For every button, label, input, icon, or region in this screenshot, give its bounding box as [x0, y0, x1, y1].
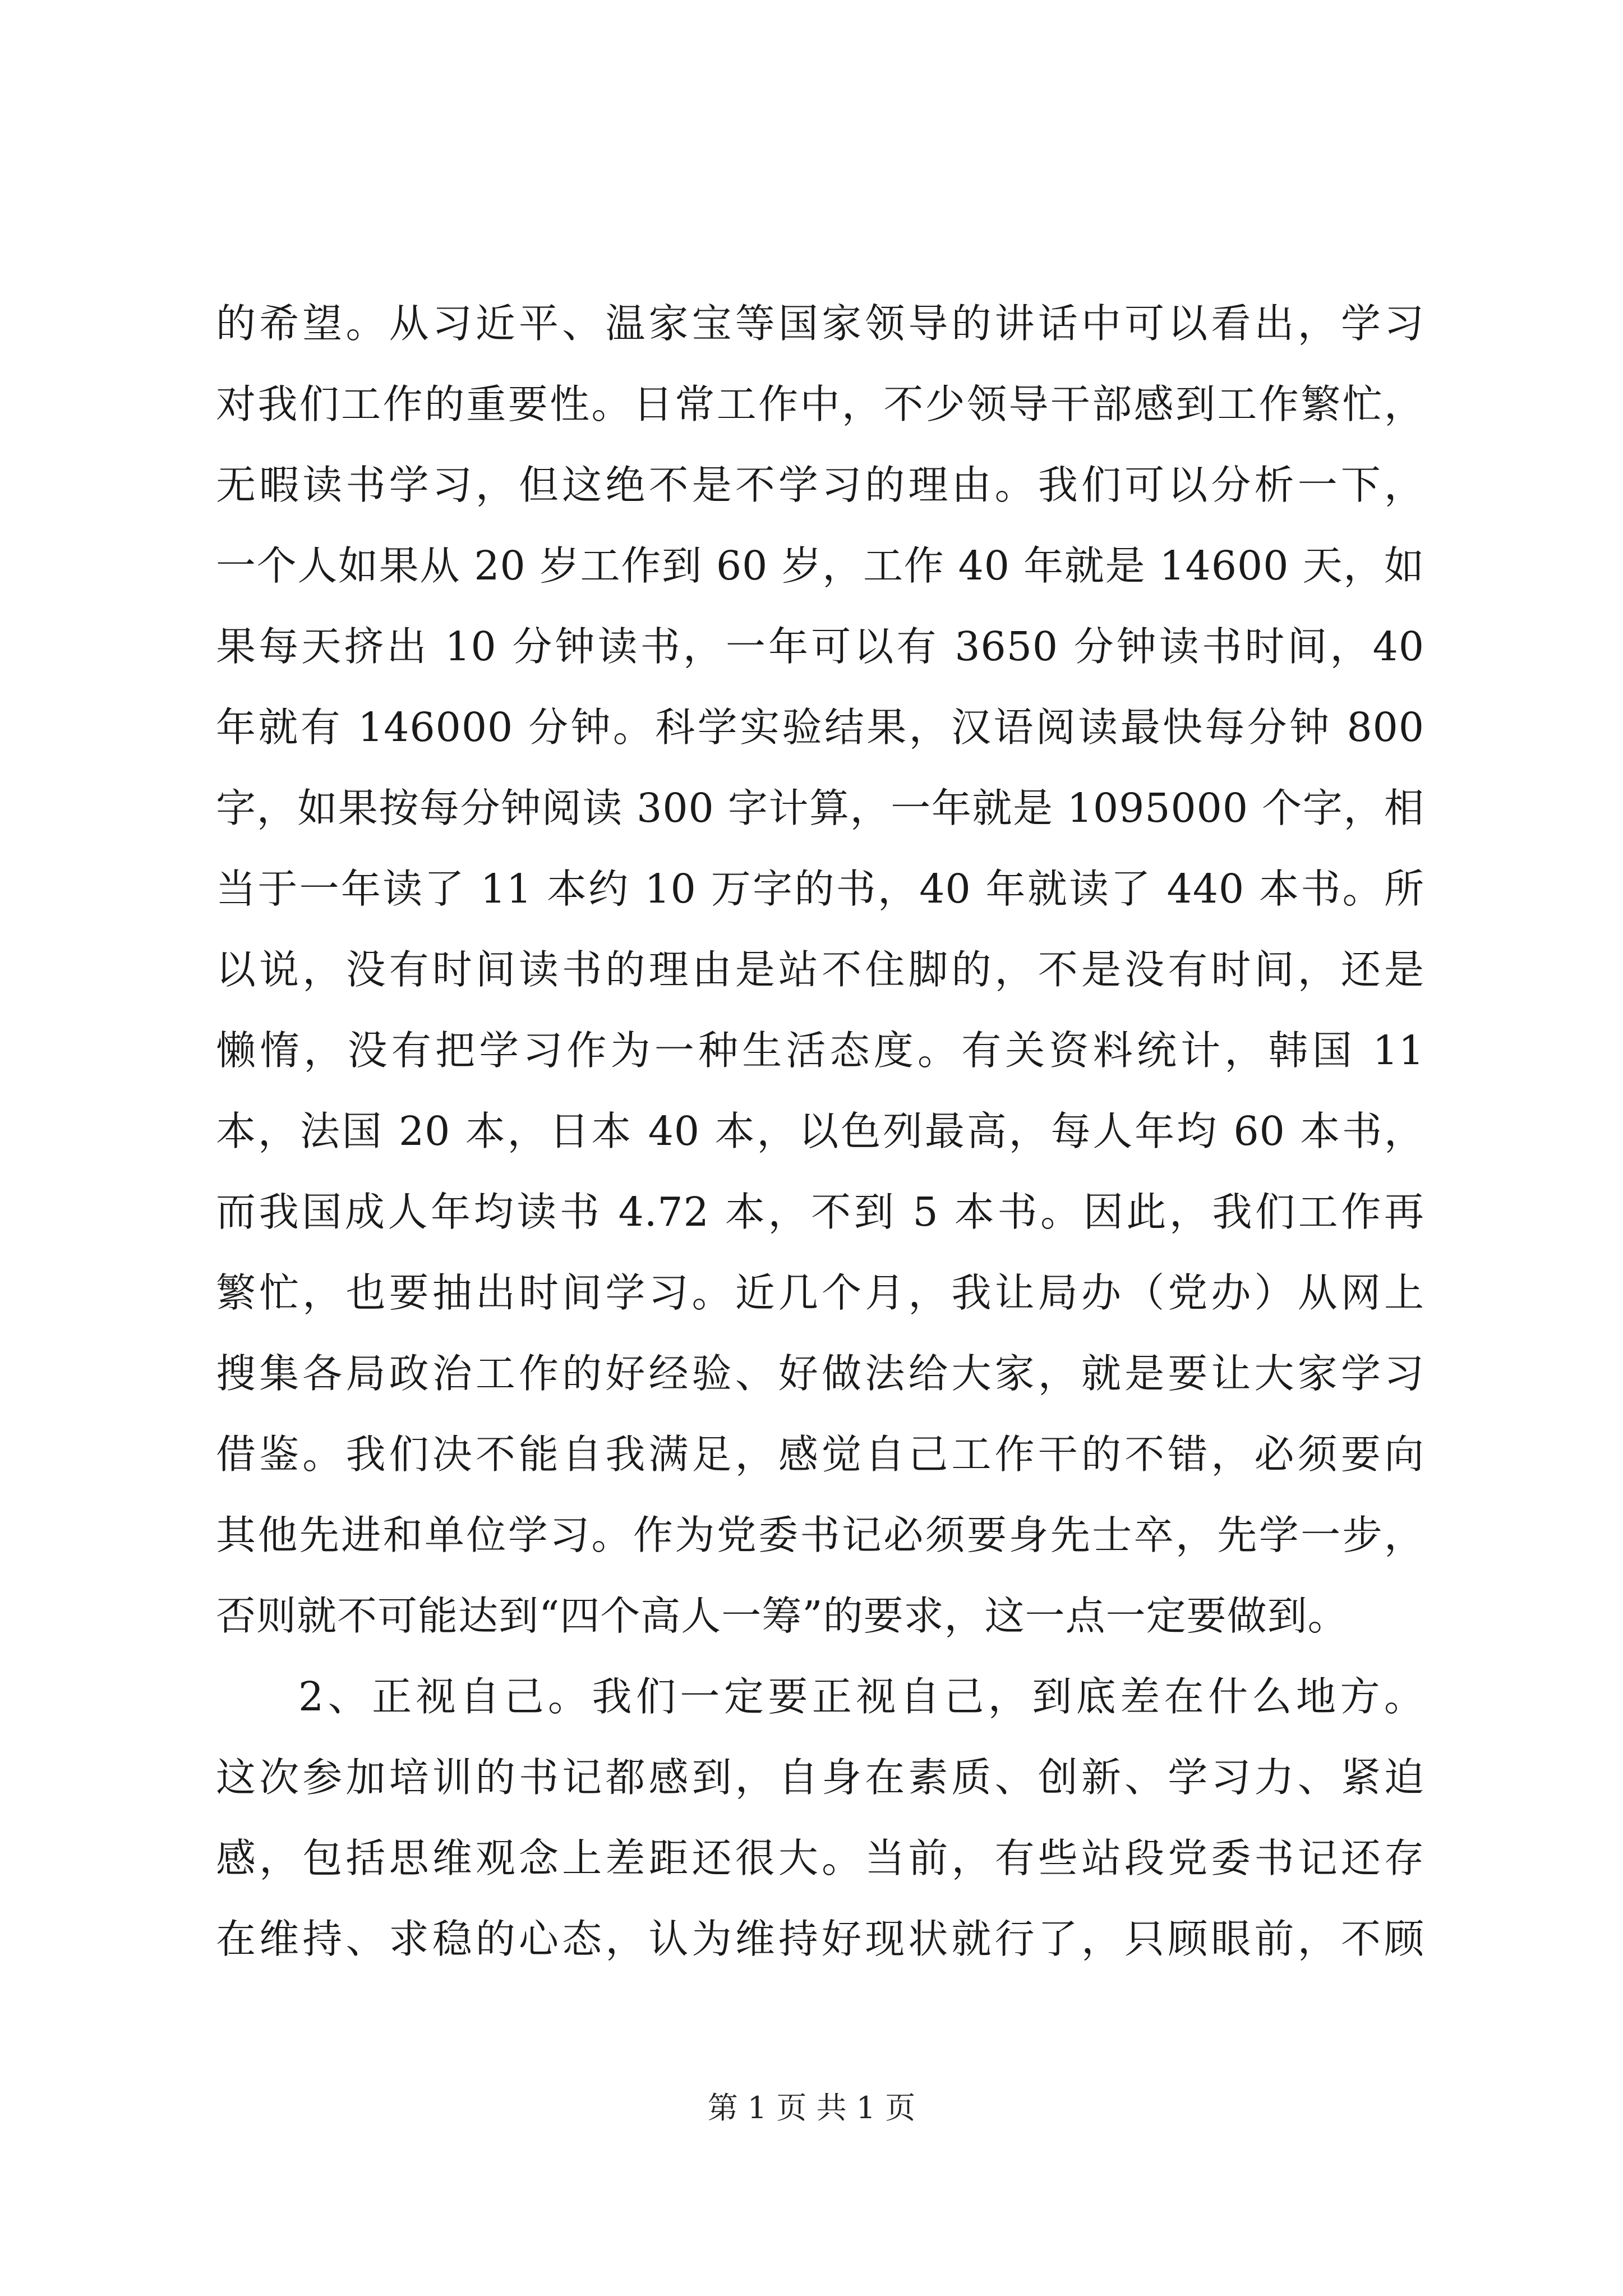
text-line: 一个人如果从 20 岁工作到 60 岁，工作 40 年就是 14600 天，如	[216, 542, 1424, 589]
text-line: 对我们工作的重要性。日常工作中，不少领导干部感到工作繁忙，	[216, 381, 1424, 427]
text-line: 懒惰，没有把学习作为一种生活态度。有关资料统计，韩国 11	[216, 1027, 1424, 1074]
text-line: 本，法国 20 本，日本 40 本，以色列最高，每人年均 60 本书，	[216, 1108, 1424, 1154]
text-line: 其他先进和单位学习。作为党委书记必须要身先士卒，先学一步，	[216, 1512, 1424, 1558]
text-line: 无暇读书学习，但这绝不是不学习的理由。我们可以分析一下，	[216, 462, 1424, 508]
paragraph-2	[216, 1657, 1424, 1980]
text-line: 年就有 146000 分钟。科学实验结果，汉语阅读最快每分钟 800	[216, 704, 1424, 751]
body-text	[216, 283, 1424, 1980]
text-line: 而我国成人年均读书 4.72 本，不到 5 本书。因此，我们工作再	[216, 1189, 1424, 1235]
text-line: 这次参加培训的书记都感到，自身在素质、创新、学习力、紧迫	[216, 1754, 1424, 1801]
text-line: 感，包括思维观念上差距还很大。当前，有些站段党委书记还存	[216, 1835, 1424, 1881]
text-line: 当于一年读了 11 本约 10 万字的书，40 年就读了 440 本书。所	[216, 866, 1424, 912]
text-line: 否则就不可能达到“四个高人一筹”的要求，这一点一定要做到。	[216, 1593, 1348, 1639]
text-line: 繁忙，也要抽出时间学习。近几个月，我让局办（党办）从网上	[216, 1269, 1424, 1316]
text-line: 果每天挤出 10 分钟读书，一年可以有 3650 分钟读书时间，40	[216, 623, 1424, 670]
page-footer: 第 1 页 共 1 页	[707, 2090, 916, 2125]
paragraph-1	[216, 283, 1424, 1657]
text-line: 字，如果按每分钟阅读 300 字计算，一年就是 1095000 个字，相	[216, 785, 1424, 831]
text-line: 借鉴。我们决不能自我满足，感觉自己工作干的不错，必须要向	[216, 1431, 1424, 1478]
text-line: 2、正视自己。我们一定要正视自己，到底差在什么地方。	[298, 1673, 1424, 1720]
text-line: 的希望。从习近平、温家宝等国家领导的讲话中可以看出，学习	[216, 300, 1424, 347]
text-line: 搜集各局政治工作的好经验、好做法给大家，就是要让大家学习	[216, 1350, 1424, 1397]
text-line: 在维持、求稳的心态，认为维持好现状就行了，只顾眼前，不顾	[216, 1916, 1424, 1962]
text-line: 以说，没有时间读书的理由是站不住脚的，不是没有时间，还是	[216, 946, 1424, 993]
